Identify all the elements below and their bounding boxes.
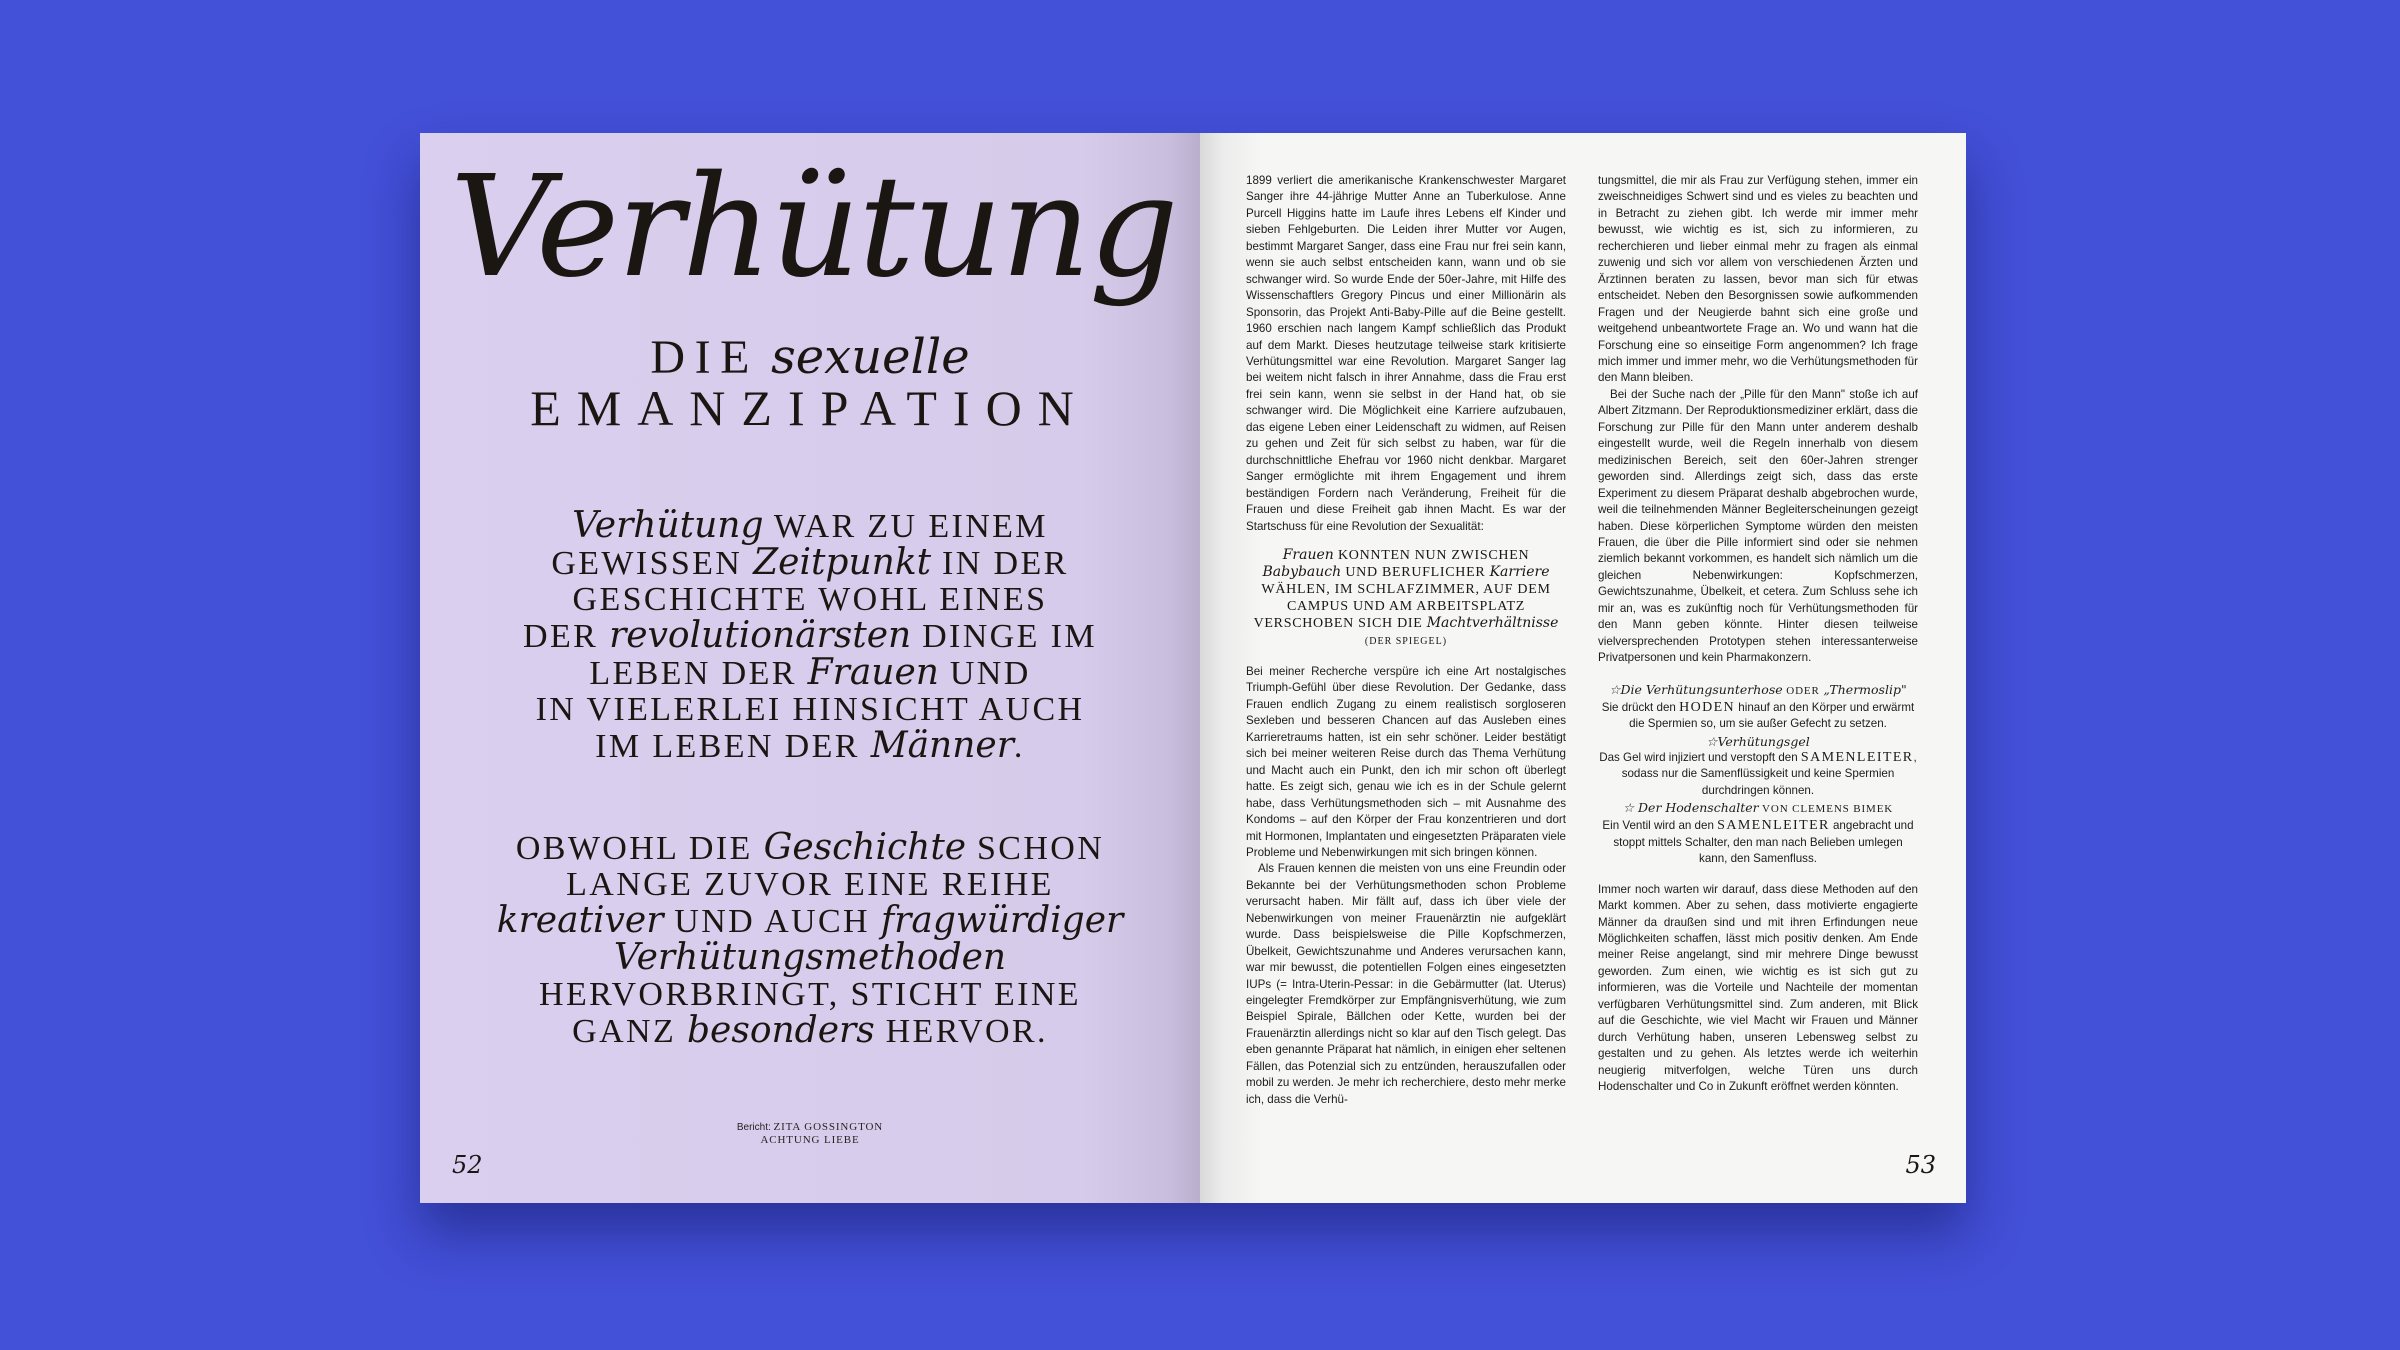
- lead-caps: LANGE ZUVOR EINE REIHE: [566, 866, 1054, 903]
- lead-caps: IM LEBEN DER: [595, 728, 871, 765]
- lead-line: [460, 937, 1160, 978]
- lead-caps: .: [1013, 728, 1025, 765]
- lead-caps: DER: [523, 618, 610, 655]
- body-paragraph: Immer noch warten wir darauf, dass diese Methoden auf den Markt kommen. Aber zu sehen, dass motivierte engagierte Männer da draußen sind und mit ihren Erfindungen neue Möglichkeiten schaffen, lässt mich positiv denken. Am Ende meiner Reise angelangt, sind mir mehrere Dinge bewusst geworden. Zum einen, wie wichtig es ist sich gut zu informieren, was die Vorteile und Nachteile der momentan verfügbaren Verhütungsmittel sind. Zum anderen, mit Blick auf die Geschichte, wie viel Macht wir Frauen und Männer durch Verhütung haben, unseren Lebensweg selbst zu gestalten und zu gehen. Als letztes werde ich weiterhin neugierig mitverfolgen, welche Türen uns durch Hodenschalter und Co in Zukunft eröffnet werden könnten.: [1598, 882, 1918, 1094]
- lead-caps: DINGE IM: [911, 618, 1097, 655]
- quote-caps: WÄHLEN, IM SCHLAFZIMMER, AUF DEM CAMPUS UND AM ARBEITSPLATZ VERSCHOBEN SICH DIE: [1253, 581, 1551, 631]
- methods-list: [1598, 681, 1918, 868]
- lead-caps: WAR ZU EINEM: [763, 508, 1048, 545]
- quote-script: Babybauch: [1262, 563, 1342, 580]
- pull-quote: [1246, 547, 1566, 650]
- byline: [420, 1121, 1200, 1146]
- method-heading: [1598, 681, 1918, 700]
- lead-caps: LEBEN DER: [589, 655, 808, 692]
- lead-script: Geschichte: [763, 827, 967, 868]
- body-paragraph: Bei meiner Recherche verspüre ich eine Art nostalgisches Triumph-Gefühl über diese Revolution. Der Gedanke, dass Frauen endlich Zugang zu einem realistisch sorgloseren Sexleben und besseren Chancen auf das Ausleben eines Karrieretraums hatten, ist ein sehr schöner. Leider bestätigt sich bei meiner weiteren Reise durch das Thema Verhütung und Macht auch ein Punkt, den ich mir schon oft überlegt hatte. Es zeigt sich, genau wie ich es in der Schule gelernt habe, dass Verhütungsmethoden sich – mit Ausnahme des Kondoms – auf den Körper der Frau konzentrieren und dort mit Hormonen, Implantaten und eingesetzten Präparaten viele Probleme und Nebenwirkungen mit sich bringen können.: [1246, 664, 1566, 859]
- byline-label: Bericht:: [736, 1122, 771, 1133]
- subtitle-word-sexuelle: sexuelle: [771, 329, 970, 385]
- method-heading-text: ☆ Der Hodenschalter: [1622, 800, 1759, 816]
- lead-caps: GEWISSEN: [551, 545, 754, 582]
- byline-author: ZITA GOSSINGTON: [773, 1121, 884, 1133]
- lead-script: Frauen: [807, 652, 939, 693]
- quote-script: Karriere: [1489, 563, 1550, 580]
- lead-caps: GESCHICHTE WOHL EINES: [572, 581, 1048, 618]
- body-paragraph: 1899 verliert die amerikanische Krankenschwester Margaret Sanger ihre 44-jährige Mutter Anne an Tuberkulose. Anne Purcell Higgins hatte im Laufe ihres Lebens elf Kinder und sieben Fehlgeburten. Die Leiden ihrer Mutter vor Augen, bestimmt Margaret Sanger, dass eine Frau nur frei sein kann, wenn sie auch selbst entscheiden kann, wann und ob sie schwanger wird. So wurde Ende der 50er-Jahre, mit Hilfe des Wissenschaftlers Gregory Pincus und einer Millionärin als Sponsorin, das Projekt Anti-Baby-Pille auf die Beine gestellt. 1960 erschien nach langem Kampf schließlich das Produkt auf dem Markt. Dieses heutzutage teilweise stark kritisierte Verhütungsmittel war eine Revolution. Margaret Sanger lag bei weitem nicht falsch in ihrer Annahme, dass die Frau erst frei sein kann, wenn sie selbst in der Hand hat, ob sie schwanger wird. Die Möglichkeit eine Karriere aufzubauen, das eigene Leben einer Leidenschaft zu widmen, auf Reisen zu gehen und Zeit für sich selbst zu haben, war für die durchschnittliche Ehefrau vor 1960 nicht denkbar. Margaret Sanger ermöglichte mit ihrem Engagement und ihrem beständigen Fordern nach Veränderung, Freiheit für die Frauen und diese Freiheit gab ihnen Macht. Es war der Startschuss für eine Revolution der Sexualität:: [1246, 174, 1566, 533]
- lead-line: [460, 827, 1160, 868]
- quote-source: (DER SPIEGEL): [1364, 635, 1448, 647]
- method-text-part: Ein Ventil wird an den: [1602, 819, 1718, 833]
- page-number-left: 52: [452, 1151, 483, 1179]
- method-text: [1598, 818, 1918, 868]
- lead-caps: SCHON: [966, 830, 1105, 867]
- quote-script: Frauen: [1282, 546, 1334, 563]
- method-text: [1598, 750, 1918, 800]
- lead-script: Zeitpunkt: [753, 542, 932, 583]
- lead-caps: GANZ: [572, 1013, 687, 1050]
- lead-line: [460, 900, 1160, 941]
- lead-caps: IN VIELERLEI HINSICHT AUCH: [535, 691, 1085, 728]
- method-text-part: angebracht und stoppt mittels Schalter, den man nach Belieben umlegen kann, den Samenfluss.: [1613, 819, 1914, 866]
- text-column-2: [1598, 173, 1918, 1095]
- method-heading: ☆Verhütungsgel: [1706, 733, 1810, 749]
- lead-script: Verhütung: [572, 505, 764, 546]
- lead-script: fragwürdiger: [880, 900, 1124, 941]
- method-heading-text: „Thermoslip": [1823, 681, 1907, 697]
- lead-line: [460, 505, 1160, 546]
- body-paragraph: Als Frauen kennen die meisten von uns eine Freundin oder Bekannte bei der Verhütungsmethoden schon Probleme verursacht haben. Mir fällt auf, dass ich über viele der Nebenwirkungen von meiner Frauenärztin nie aufgeklärt wurde. Dass beispielsweise die Pille Kopfschmerzen, Übelkeit, Gewichtszunahme und Anderes verursachen kann, war mir bewusst, die potentiellen Folgen eines eingesetzten IUPs (= Intra-Uterin-Pessar: in die Gebärmutter (lat. Uterus) eingelegter Fremdkörper zur Empfängnisverhütung, wie zum Beispiel Spirale, Bällchen oder Kette, wurden bei der Frauenärztin allerdings nicht so klar auf den Tisch gelegt. Das eben genannte Präparat hat nämlich, in einigen eher seltenen Fällen, das Potenzial sich zu entzünden, herauszufallen oder mobil zu werden. Je mehr ich recherchiere, desto mehr merke ich, dass die Verhü-: [1246, 862, 1566, 1106]
- method-text-emphasis: SAMENLEITER: [1800, 749, 1914, 765]
- lead-script: revolutionärsten: [609, 615, 912, 656]
- lead-caps: OBWOHL DIE: [515, 830, 764, 867]
- quote-caps: UND BERUFLICHER: [1341, 564, 1490, 580]
- method-text: [1598, 700, 1918, 733]
- text-column-1: [1246, 173, 1566, 1108]
- lead-line: [460, 1010, 1160, 1051]
- byline-section: ACHTUNG LIEBE: [760, 1134, 860, 1146]
- page-title: Verhütung: [450, 146, 1177, 309]
- lead-line: [460, 867, 1160, 903]
- lead-script: besonders: [687, 1010, 875, 1051]
- method-heading: [1598, 799, 1918, 818]
- left-page: [420, 133, 1200, 1203]
- lead-caps: IN DER: [931, 545, 1069, 582]
- method-text-part: Das Gel wird injiziert und verstopft den: [1599, 750, 1801, 764]
- lead-line: [460, 725, 1160, 766]
- lead-caps: HERVOR.: [874, 1013, 1048, 1050]
- subtitle-word-die: DIE: [650, 331, 760, 384]
- lead-line: [460, 542, 1160, 583]
- lead-script: Verhütungsmethoden: [613, 937, 1007, 978]
- method-text-emphasis: HODEN: [1679, 699, 1736, 715]
- lead-line: [460, 582, 1160, 618]
- lead-caps: HERVORBRINGT, STICHT EINE: [539, 976, 1081, 1013]
- body-paragraph: Bei der Suche nach der „Pille für den Mann" stoße ich auf Albert Zitzmann. Der Reproduktionsmediziner erklärt, dass die Forschung zur Pille für den Mann unter anderem deshalb eingestellt wurde, weil die Regeln innerhalb von diesem medizinischen Bereich, seit den 60er-Jahren strenger geworden sind. Allerdings zeigt sich, dass das erste Experiment zu diesem Präparat deshalb abgebrochen wurde, weil die teilnehmenden Männer Begleiterscheinungen gezeigt haben. Diese körperlichen Symptome würden den meisten Frauen, die über die Pille informiert sind oder sie nehmen ziemlich bekannt vorkommen, es handelt sich nämlich um die gleichen Nebenwirkungen: Kopfschmerzen, Gewichtszunahme, Übelkeit, et cetera. Zum Schluss sehe ich mir an, was es zukünftig noch für Verhütungsmethoden für den Mann geben könnte. Hinter diesen teilweise vielversprechenden Prototypen stehen interessanterweise Privatpersonen und kein Pharmakonzern.: [1598, 387, 1918, 665]
- lead-line: [460, 615, 1160, 656]
- lead-script: Männer: [870, 725, 1014, 766]
- method-text-part: Sie drückt den: [1601, 700, 1680, 714]
- lead-line: [460, 977, 1160, 1013]
- body-paragraph: tungsmittel, die mir als Frau zur Verfügung stehen, immer ein zweischneidiges Schwert sind und es vieles zu beachten und in Betracht zu ziehen gibt. Ich werde mir immer mehr bewusst, wie wichtig es ist, sich zu informieren, zu recherchieren und lieber einmal mehr zu fragen als einmal zuwenig und sich vor allem von verschiedenen Ärzten und Ärztinnen beraten zu lassen, bevor man sich für etwas entscheidet. Neben den Besorgnissen sowie aufkommenden Fragen und der Neugierde bahnt sich eine große und weitgehend unbeantwortete Frage an. Wo und wann hat die Forschung eine so einseitige Form angenommen? Ich frage mich immer und immer mehr, wo die Verhütungsmethoden für den Mann bleiben.: [1598, 174, 1918, 385]
- lead-caps: UND AUCH: [663, 903, 881, 940]
- lead-paragraph-2: [460, 827, 1160, 1051]
- method-text-emphasis: SAMENLEITER: [1717, 818, 1830, 834]
- lead-script: kreativer: [496, 900, 664, 941]
- method-text-part: , sodass nur die Samenflüssigkeit und keine Spermien durchdringen können.: [1621, 750, 1917, 797]
- lead-line: [460, 692, 1160, 728]
- method-heading-caps: ODER: [1782, 684, 1824, 697]
- subtitle-line-2: EMANZIPATION: [530, 380, 1090, 436]
- lead-line: [460, 652, 1160, 693]
- method-heading-caps: VON CLEMENS BIMEK: [1758, 803, 1894, 816]
- page-number-right: 53: [1905, 1151, 1936, 1179]
- subtitle-line-1: [420, 329, 1200, 385]
- lead-caps: UND: [938, 655, 1031, 692]
- quote-caps: KONNTEN NUN ZWISCHEN: [1333, 547, 1530, 563]
- lead-paragraph-1: [460, 505, 1160, 766]
- magazine-spread: [420, 133, 1966, 1203]
- quote-script: Machtverhältnisse: [1426, 614, 1559, 631]
- right-page: [1200, 133, 1966, 1203]
- method-text-part: hinauf an den Körper und erwärmt die Spermien so, um sie außer Gefecht zu setzen.: [1629, 700, 1915, 731]
- method-heading-text: ☆Die Verhütungsunterhose: [1609, 681, 1783, 697]
